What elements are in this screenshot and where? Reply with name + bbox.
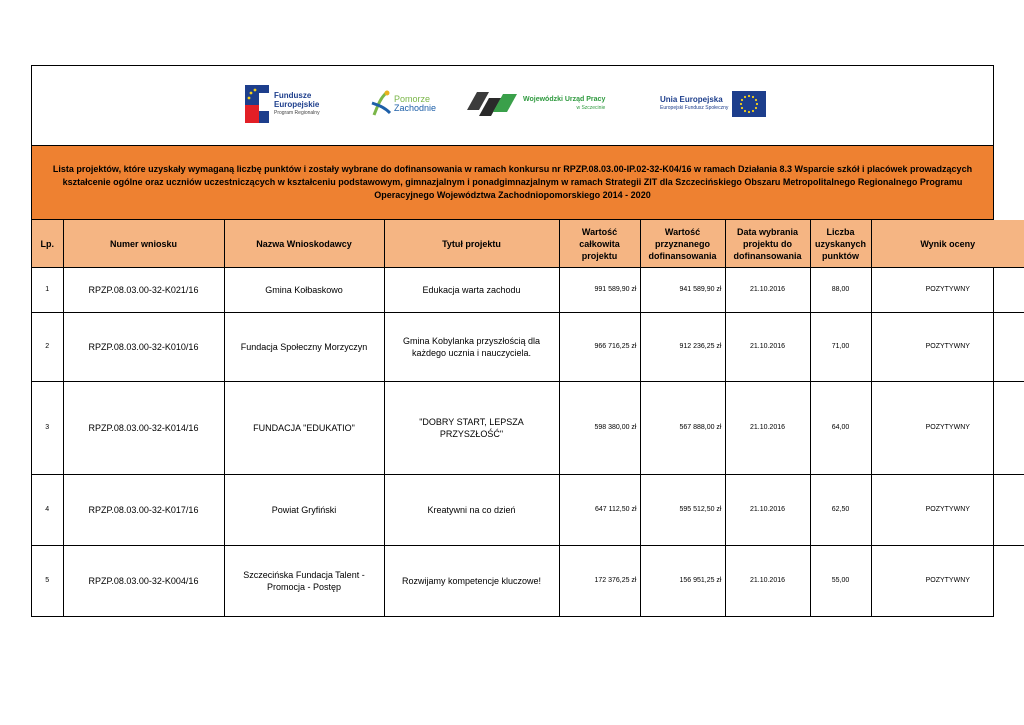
cell-data: 21.10.2016 xyxy=(725,382,810,475)
cell-punkty: 55,00 xyxy=(810,546,871,616)
col-header-dofinansowanie: Wartość przyznanego dofinansowania xyxy=(640,220,725,268)
cell-wartosc: 598 380,00 zł xyxy=(559,382,640,475)
cell-lp: 2 xyxy=(32,313,63,382)
cell-lp: 5 xyxy=(32,546,63,616)
table-row xyxy=(32,475,1024,546)
cell-wynik: POZYTYWNY xyxy=(871,382,1024,475)
cell-dofinansowanie: 912 236,25 zł xyxy=(640,313,725,382)
cell-lp: 3 xyxy=(32,382,63,475)
cell-data: 21.10.2016 xyxy=(725,313,810,382)
col-header-wynik: Wynik oceny xyxy=(871,220,1024,268)
ue-logo-line1: Unia Europejska xyxy=(660,95,723,104)
cell-tytul: Gmina Kobylanka przyszłością dla każdego ucznia i nauczyciela. xyxy=(384,313,559,382)
cell-dofinansowanie: 156 951,25 zł xyxy=(640,546,725,616)
cell-dofinansowanie: 567 888,00 zł xyxy=(640,382,725,475)
title-band xyxy=(32,146,993,220)
cell-wnioskodawca: Gmina Kołbaskowo xyxy=(224,268,384,313)
cell-wnioskodawca: Fundacja Społeczny Morzyczyn xyxy=(224,313,384,382)
logo-band xyxy=(32,66,993,146)
wup-logo-sub: w Szczecinie xyxy=(576,105,606,111)
fe-logo-line1: Fundusze xyxy=(274,90,312,100)
cell-punkty: 71,00 xyxy=(810,313,871,382)
cell-wartosc: 647 112,50 zł xyxy=(559,475,640,546)
cell-wartosc: 966 716,25 zł xyxy=(559,313,640,382)
table-header-row xyxy=(32,220,1024,268)
table-row xyxy=(32,382,1024,475)
cell-wnioskodawca: FUNDACJA "EDUKATIO" xyxy=(224,382,384,475)
cell-tytul: "DOBRY START, LEPSZA PRZYSZŁOŚĆ" xyxy=(384,382,559,475)
cell-data: 21.10.2016 xyxy=(725,475,810,546)
cell-punkty: 64,00 xyxy=(810,382,871,475)
cell-wynik: POZYTYWNY xyxy=(871,546,1024,616)
wup-logo-line1: Wojewódzki Urząd Pracy xyxy=(523,96,606,103)
col-header-numer: Numer wniosku xyxy=(63,220,224,268)
cell-dofinansowanie: 941 589,90 zł xyxy=(640,268,725,313)
col-header-data: Data wybrania projektu do dofinansowania xyxy=(725,220,810,268)
pomorze-zachodnie-logo xyxy=(370,84,436,124)
fundusze-europejskie-logo xyxy=(245,84,320,124)
cell-punkty: 62,50 xyxy=(810,475,871,546)
cell-wnioskodawca: Powiat Gryfiński xyxy=(224,475,384,546)
cell-wartosc: 991 589,90 zł xyxy=(559,268,640,313)
cell-wnioskodawca: Szczecińska Fundacja Talent - Promocja - Postęp xyxy=(224,546,384,616)
ue-logo-sub: Europejski Fundusz Społeczny xyxy=(660,105,729,111)
cell-punkty: 88,00 xyxy=(810,268,871,313)
cell-lp: 1 xyxy=(32,268,63,313)
cell-numer: RPZP.08.03.00-32-K004/16 xyxy=(63,546,224,616)
cell-numer: RPZP.08.03.00-32-K017/16 xyxy=(63,475,224,546)
pz-logo-line1: Pomorze xyxy=(394,94,431,104)
cell-data: 21.10.2016 xyxy=(725,268,810,313)
cell-wynik: POZYTYWNY xyxy=(871,475,1024,546)
col-header-lp: Lp. xyxy=(32,220,63,268)
unia-europejska-logo xyxy=(660,84,766,124)
pz-logo-line2: Zachodnie xyxy=(394,103,437,113)
document-title: Lista projektów, które uzyskały wymaganą liczbę punktów i zostały wybrane do dofinansowania w ramach konkursu nr RPZP.08.03.00-IP.02-32-K04/16 w ramach Działania 8.3 Wsparcie szkół i placówek prowadzących kształcenie ogólne oraz uczniów uczestniczących w kształceniu podstawowym, gimnazjalnym i ponadgimnazjalnym w ramach Strategii ZIT dla Szczecińskiego Obszaru Metropolitalnego Regionalnego Programu Operacyjnego Województwa Zachodniopomorskiego 2014 - 2020 xyxy=(52,164,973,200)
cell-tytul: Kreatywni na co dzień xyxy=(384,475,559,546)
cell-wynik: POZYTYWNY xyxy=(871,313,1024,382)
cell-numer: RPZP.08.03.00-32-K021/16 xyxy=(63,268,224,313)
cell-tytul: Edukacja warta zachodu xyxy=(384,268,559,313)
eu-flag-icon xyxy=(732,91,766,117)
col-header-wnioskodawca: Nazwa Wnioskodawcy xyxy=(224,220,384,268)
table-row xyxy=(32,313,1024,382)
projects-table xyxy=(32,220,1024,616)
col-header-tytul: Tytuł projektu xyxy=(384,220,559,268)
document-sheet xyxy=(31,65,994,617)
cell-lp: 4 xyxy=(32,475,63,546)
cell-dofinansowanie: 595 512,50 zł xyxy=(640,475,725,546)
pz-figure-icon xyxy=(370,89,392,119)
wup-shapes-icon xyxy=(467,90,519,118)
cell-data: 21.10.2016 xyxy=(725,546,810,616)
wup-logo xyxy=(467,84,605,124)
cell-wartosc: 172 376,25 zł xyxy=(559,546,640,616)
fe-flag-icon xyxy=(245,85,269,123)
cell-numer: RPZP.08.03.00-32-K014/16 xyxy=(63,382,224,475)
cell-tytul: Rozwijamy kompetencje kluczowe! xyxy=(384,546,559,616)
table-row xyxy=(32,268,1024,313)
col-header-wartosc: Wartość całkowita projektu xyxy=(559,220,640,268)
cell-numer: RPZP.08.03.00-32-K010/16 xyxy=(63,313,224,382)
col-header-punkty: Liczba uzyskanych punktów xyxy=(810,220,871,268)
fe-logo-line2: Europejskie xyxy=(274,99,320,109)
table-row xyxy=(32,546,1024,616)
fe-logo-sub: Program Regionalny xyxy=(274,109,320,116)
cell-wynik: POZYTYWNY xyxy=(871,268,1024,313)
